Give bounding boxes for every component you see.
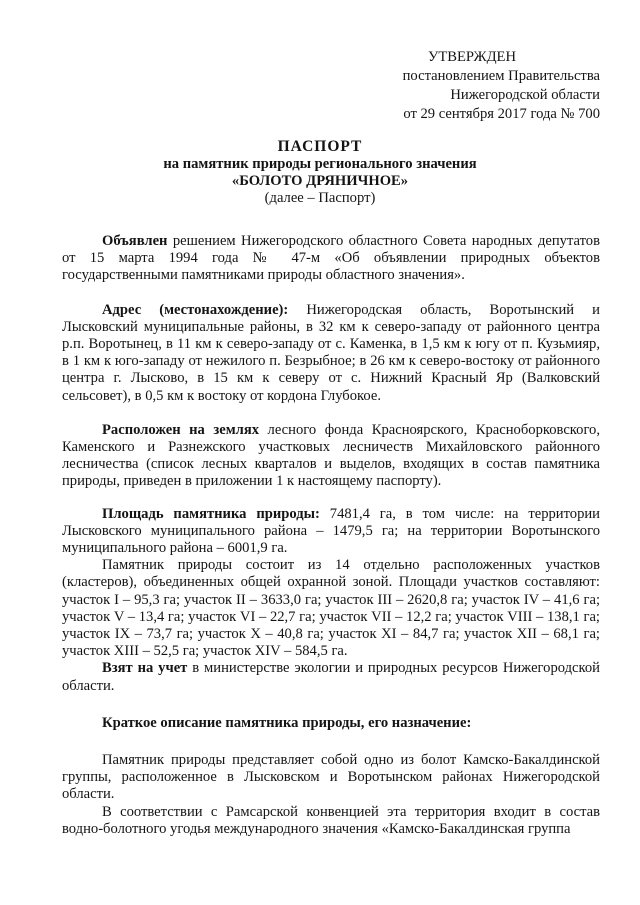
paragraph-located (62, 422, 600, 491)
paragraph-address (62, 302, 600, 405)
address-label: Адрес (местонахождение): (102, 301, 289, 318)
area-text: 7481,4 га, в том числе: на территории Лысковского муниципального района – 1479,5 га; на территории Воротынского муниципального района – 6001,9 га. (62, 505, 600, 557)
paragraph-declared (62, 233, 600, 285)
paragraph-description-1: Памятник природы представляет собой одно из болот Камско-Бакалдинской группы, расположенное в Лысковском и Воротынском районах Нижегородской области. (62, 752, 600, 803)
approval-line-4: от 29 сентября 2017 года № 700 (403, 106, 600, 122)
located-text: лесного фонда Красноярского, Красноборковского, Каменского и Разнежского участковых лесничеств Михайловского районного лесничества (список лесных кварталов и выделов, входящих в состав памятника природы, приведен в приложении 1 к настоящему паспорту). (62, 421, 601, 490)
document-subtitle: на памятник природы регионального значения (163, 156, 477, 172)
address-text: Нижегородская область, Воротынский и Лысковский муниципальные районы, в 32 км к северо-западу от районного центра р.п. Воротынец, в 11 км к северо-западу от с. Каменка, в 1,5 км к югу от п. Кузьмияр, в 1 км к юго-западу от нежилого п. Безрыбное; в 26 км к северо-востоку от районного центра г. Лысково, в 15 км к северу от с. Нижний Красный Яр (Валковский сельсовет), в 0,5 км к востоку от кордона Глубокое. (62, 301, 600, 404)
description-heading: Краткое описание памятника природы, его назначение: (102, 714, 472, 731)
document-note: (далее – Паспорт) (264, 190, 376, 206)
registered-text: в министерстве экологии и природных ресурсов Нижегородской области. (62, 660, 600, 694)
declared-text: решением Нижегородского областного Совета народных депутатов от 15 марта 1994 года № 47-м «Об объявлении природных объектов государственными памятниками природы областного значения». (62, 233, 600, 284)
document-title-block (60, 138, 580, 207)
paragraph-registered (62, 660, 600, 694)
approval-line-1: УТВЕРЖДЕН (428, 49, 516, 65)
approval-stamp (300, 48, 600, 124)
document-body (62, 233, 600, 838)
paragraph-area (62, 506, 600, 558)
located-label: Расположен на землях (102, 421, 260, 438)
approval-line-2: постановлением Правительства (402, 68, 600, 84)
paragraph-description-2: В соответствии с Рамсарской конвенцией эта территория входит в состав водно-болотного угодья международного значения «Камско-Бакалдинская группа (62, 803, 600, 837)
approval-line-3: Нижегородской области (450, 87, 600, 103)
declared-label: Объявлен (102, 233, 168, 249)
registered-label: Взят на учет (102, 660, 188, 677)
area-label: Площадь памятника природы: (102, 505, 320, 522)
paragraph-plots: Памятник природы состоит из 14 отдельно расположенных участков (кластеров), объединенных общей охранной зоной. Площади участков составляют: участок I – 95,3 га; участок II – 3633,0 га; участок III – 2620,8 га; участок IV – 41,6 га; участок V – 13,4 га; участок VI – 22,7 га; участок VII – 12,2 га; участок VIII – 138,1 га; участок IX – 73,7 га; участок X – 40,8 га; участок XI – 84,7 га; участок XII – 68,1 га; участок XIII – 52,5 га; участок XIV – 584,5 га. (62, 557, 600, 660)
document-title: ПАСПОРТ (277, 138, 363, 155)
monument-name: «БОЛОТО ДРЯНИЧНОЕ» (231, 173, 409, 189)
